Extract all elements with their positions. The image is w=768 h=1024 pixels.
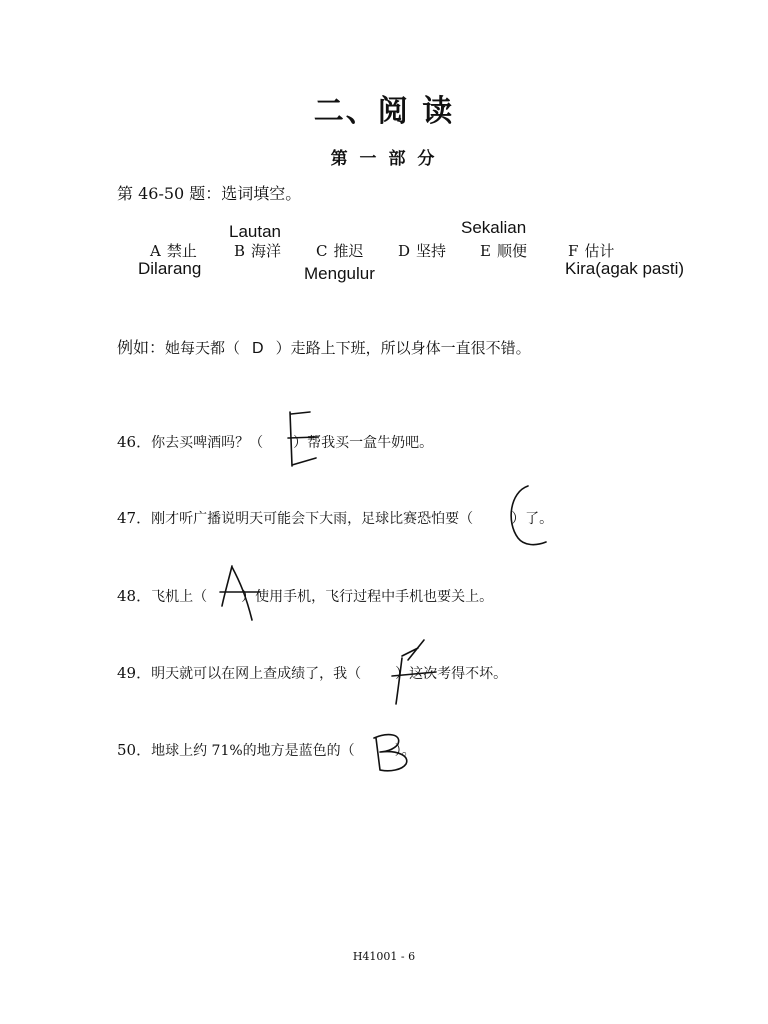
option-c: C 推迟 <box>316 242 364 260</box>
option-e: E 顺便 <box>480 242 527 260</box>
option-f: F 估计 <box>568 242 615 260</box>
gloss-f: Kira(agak pasti) <box>565 259 685 278</box>
handwritten-answer-50 <box>368 728 418 774</box>
gloss-e: Sekalian <box>461 218 527 237</box>
gloss-a: Dilarang <box>138 259 202 278</box>
question-48: 48．飞机上（ ）使用手机，飞行过程中手机也要关上。 <box>117 587 494 605</box>
handwritten-answer-47 <box>504 482 550 548</box>
question-47: 47．刚才听广播说明天可能会下大雨，足球比赛恐怕要（ ）了。 <box>117 509 554 527</box>
question-50: 50．地球上约 71%的地方是蓝色的（ ）。 <box>117 741 416 759</box>
question-46: 46．你去买啤酒吗？（ ）帮我买一盒牛奶吧。 <box>117 433 434 451</box>
gloss-b: Lautan <box>229 222 281 241</box>
example-answer: D <box>252 340 264 357</box>
section-title: 二、阅 读 <box>313 94 455 129</box>
example-sentence: 例如：她每天都（ D ）走路上下班，所以身体一直很不错。 <box>117 338 531 357</box>
handwritten-answer-48 <box>218 562 264 624</box>
handwritten-answer-46 <box>282 408 322 468</box>
handwritten-answer-49 <box>388 632 440 706</box>
option-a: A 禁止 <box>150 242 197 260</box>
gloss-c: Mengulur <box>304 264 375 283</box>
part-subtitle: 第 一 部 分 <box>330 149 438 169</box>
page-footer: H41001 - 6 <box>352 950 416 963</box>
option-d: D 坚持 <box>398 242 447 260</box>
instruction: 第 46-50 题：选词填空。 <box>117 184 302 203</box>
question-49: 49．明天就可以在网上查成绩了，我（ ）这次考得不坏。 <box>117 664 508 682</box>
option-b: B 海洋 <box>234 242 282 260</box>
